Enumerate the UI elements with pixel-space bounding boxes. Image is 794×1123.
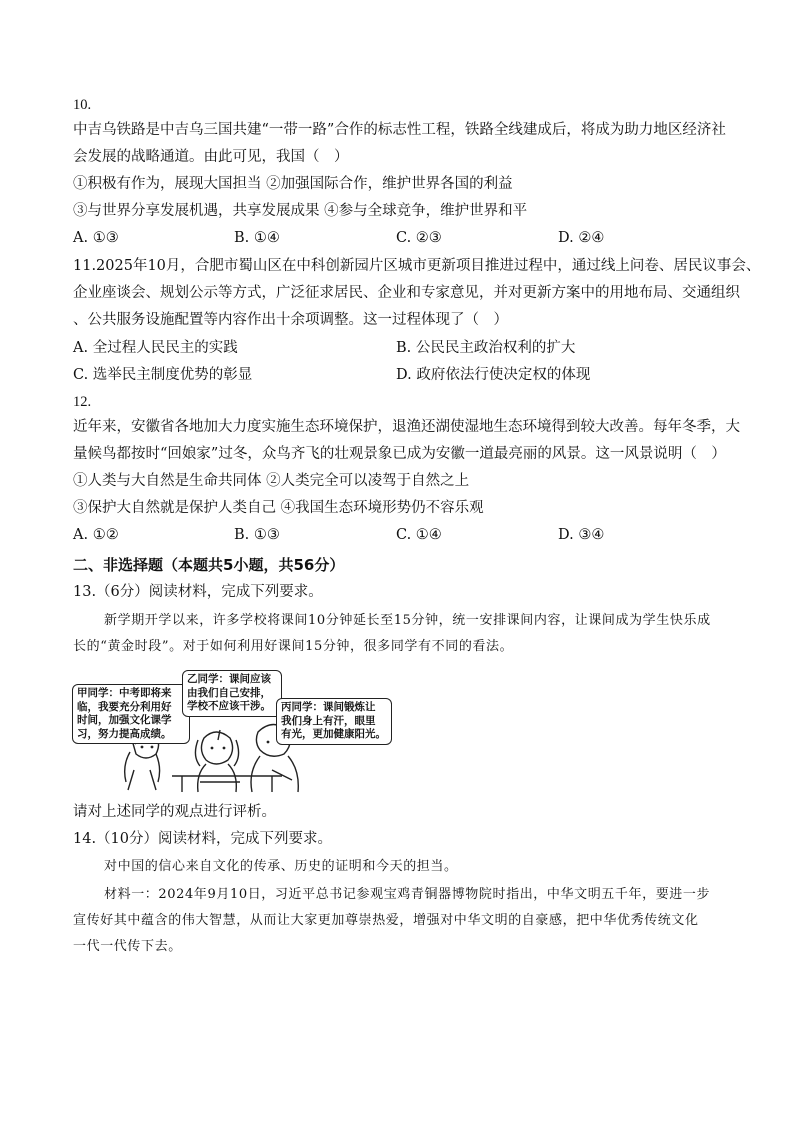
- q10-stem-line2: 会发展的战略通道。由此可见，我国（ ）: [73, 149, 349, 165]
- section-heading: 二、非选择题（本题共5小题，共56分）: [73, 556, 345, 574]
- q12-option-d: D. ③④: [558, 527, 605, 543]
- q14-header: 14.（10分）阅读材料，完成下列要求。: [73, 831, 333, 847]
- q11-option-d: D. 政府依法行使决定权的体现: [396, 367, 591, 383]
- bubble-jia-line3: 时间，加强文化课学: [77, 714, 172, 726]
- bubble-jia-line1: 甲同学：中考即将来: [77, 687, 172, 699]
- q11-stem-line2: 企业座谈会、规划公示等方式，广泛征求居民、企业和专家意见，并对更新方案中的用地布局、交通组织: [73, 285, 740, 301]
- bubble-jia-line2: 临，我要充分利用好: [77, 700, 172, 713]
- q12-stem-line1: 近年来，安徽省各地加大力度实施生态环境保护，退渔还湖使湿地生态环境得到较大改善。每年冬季，大: [73, 419, 740, 435]
- bubble-yi-line2: 由我们自己安排，: [187, 686, 271, 699]
- q10-option-b: B. ①④: [234, 230, 280, 246]
- q11-option-a: A. 全过程人民民主的实践: [73, 340, 238, 356]
- q10-option-c: C. ②③: [396, 230, 442, 246]
- q11-option-c: C. 选举民主制度优势的彰显: [73, 367, 253, 383]
- students-discussion-illustration: [72, 670, 392, 794]
- bubble-bing-line2: 我们身上有汗，眼里: [281, 714, 376, 727]
- q12-items-line2: ③保护大自然就是保护人类自己 ④我国生态环境形势仍不容乐观: [73, 500, 484, 516]
- q14-material1-line2: 宣传好其中蕴含的伟大智慧，从而让大家更加尊崇热爱，增强对中华文明的自豪感，把中华优秀传统文化: [73, 913, 699, 928]
- q13-material-line2: 长的“黄金时段”。对于如何利用好课间15分钟，很多同学有不同的看法。: [73, 639, 514, 654]
- q11-stem-line3: 、公共服务设施配置等内容作出十余项调整。这一过程体现了（ ）: [73, 312, 508, 328]
- q12-option-b: B. ①③: [234, 527, 280, 543]
- q11-stem-line1: 11.2025年10月，合肥市蜀山区在中科创新园片区城市更新项目推进过程中，通过线上问卷、居民议事会、: [73, 258, 761, 274]
- speech-bubble-yi: [182, 670, 282, 717]
- bubble-bing-line1: 丙同学：课间锻炼让: [281, 701, 376, 713]
- q13-task: 请对上述同学的观点进行评析。: [73, 804, 276, 820]
- q12-option-a: A. ①②: [73, 527, 119, 543]
- q13-material-line1: 新学期开学以来，许多学校将课间10分钟延长至15分钟，统一安排课间内容，让课间成为学生快乐成: [104, 613, 711, 628]
- q13-header: 13.（6分）阅读材料，完成下列要求。: [73, 584, 323, 600]
- speech-bubble-jia: [72, 684, 190, 744]
- q12-items-line1: ①人类与大自然是生命共同体 ②人类完全可以凌驾于自然之上: [73, 473, 470, 489]
- q10-items-line1: ①积极有作为，展现大国担当 ②加强国际合作，维护世界各国的利益: [73, 176, 513, 192]
- bubble-jia-line4: 习，努力提高成绩。: [77, 727, 172, 740]
- q14-material1-line1: 材料一：2024年9月10日，习近平总书记参观宝鸡青铜器博物院时指出，中华文明五千年，要进一步: [104, 887, 711, 902]
- q12-number: 12.: [73, 394, 92, 410]
- q11-option-b: B. 公民民主政治权利的扩大: [396, 340, 576, 356]
- q10-number: 10.: [73, 97, 92, 113]
- q10-option-d: D. ②④: [558, 230, 605, 246]
- bubble-bing-line3: 有光，更加健康阳光。: [281, 728, 386, 740]
- bubble-yi-line3: 学校不应该干涉。: [187, 700, 271, 712]
- q10-stem-line1: 中吉乌铁路是中吉乌三国共建“一带一路”合作的标志性工程，铁路全线建成后，将成为助力地区经济社: [73, 122, 726, 138]
- speech-bubble-bing: [276, 698, 392, 745]
- q12-option-c: C. ①④: [396, 527, 442, 543]
- q10-items-line2: ③与世界分享发展机遇，共享发展成果 ④参与全球竞争，维护世界和平: [73, 203, 528, 219]
- q14-material1-line3: 一代一代传下去。: [73, 939, 182, 954]
- q12-stem-line2: 量候鸟都按时“回娘家”过冬，众鸟齐飞的壮观景象已成为安徽一道最亮丽的风景。这一风景说明（ ）: [73, 446, 726, 462]
- q14-intro: 对中国的信心来自文化的传承、历史的证明和今天的担当。: [104, 859, 458, 874]
- bubble-yi-line1: 乙同学：课间应该: [187, 673, 271, 685]
- q10-option-a: A. ①③: [73, 230, 119, 246]
